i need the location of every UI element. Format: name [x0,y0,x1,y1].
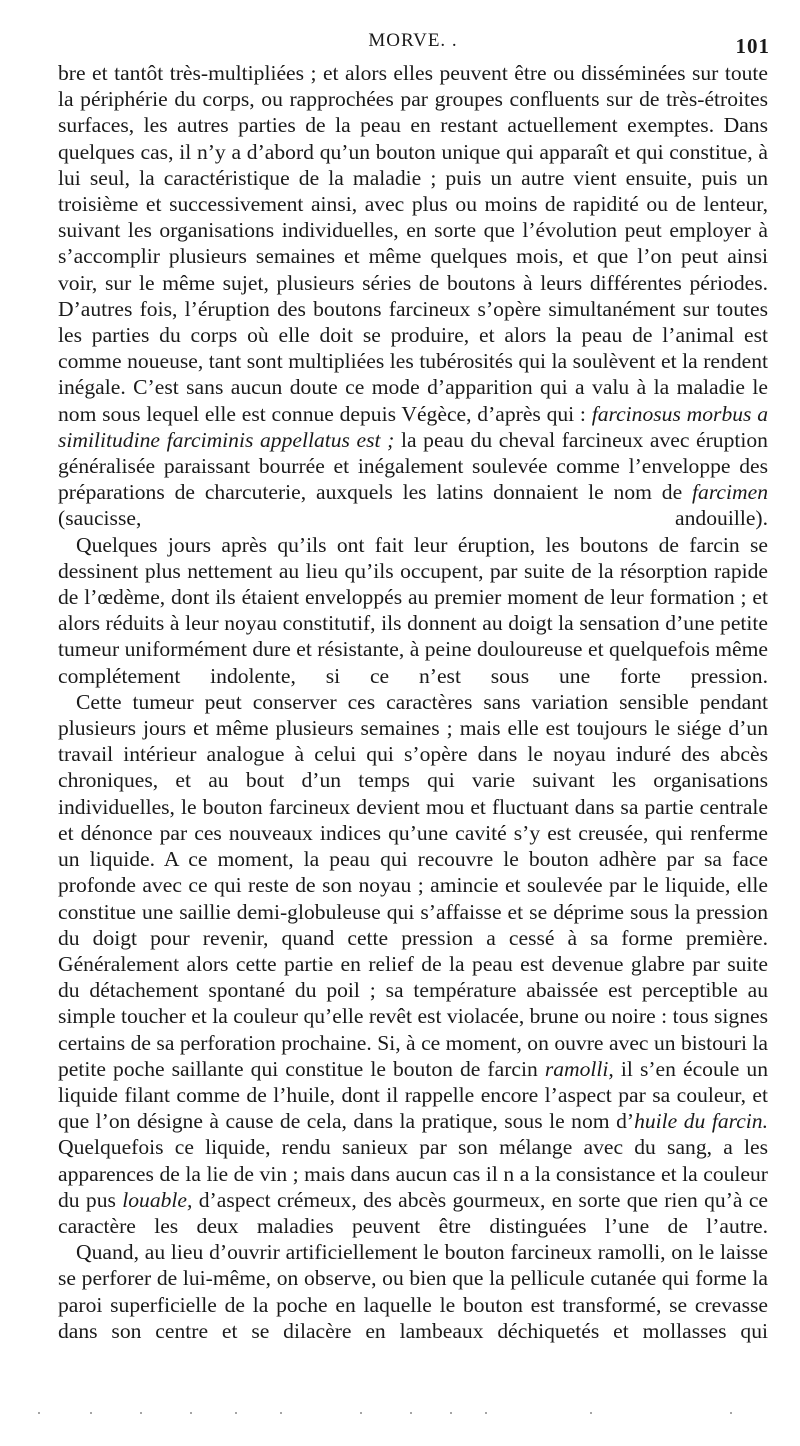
paragraph-2 [58,532,768,689]
speck [90,1412,92,1414]
speck [235,1412,237,1414]
running-title: MORVE. . [368,30,458,51]
text-run: Quelques jours après qu’ils ont fait leur éruption, les boutons de farcin se dessinent plus nettement au lieu qu’ils occupent, par suite de la résorption rapide de l’œdème, dont ils étaient enveloppés au premier moment de leur formation ; et alors réduits à leur noyau constitutif, ils donnent au doigt la sensation d’une petite tumeur uniformément dure et résistante, à peine douloureuse et quelquefois même complétement indolente, si ce n’est sous une forte pression. [58,532,768,688]
text-run: Quelquefois ce liquide, rendu sanieux par son mélange avec du sang, a les apparences de la lie de vin ; mais dans aucun cas il n a la consistance et la couleur du pus [58,1135,768,1212]
speck [280,1412,282,1414]
speck [730,1412,732,1414]
italic-text: farcinosus morbus a similitudine farciminis appellatus est ; [58,401,768,452]
speck [590,1412,592,1414]
speck [410,1412,412,1414]
speck [360,1412,362,1414]
paragraph-4 [58,1239,768,1344]
paragraph-3 [58,689,768,1239]
text-run: (saucisse, andouille). [58,506,768,531]
text-run: bre et tantôt très-multipliées ; et alors elles peuvent être ou disséminées sur toute la périphérie du corps, ou rapprochées par groupes confluents sur de très-étroites surfaces, les autres parties de la peau en restant actuellement exemptes. Dans quelques cas, il n’y a d’abord qu’un bouton unique qui apparaît et qui constitue, à lui seul, la caractéristique de la maladie ; puis un autre vient ensuite, puis un troisième et successivement ainsi, avec plus ou moins de rapidité ou de lenteur, suivant les organisations individuelles, en sorte que l’évolution peut employer à s’accomplir plusieurs semaines et même quelques mois, et que l’on peut ainsi voir, sur le même sujet, plusieurs séries de boutons à leurs différentes périodes. D’autres fois, l’éruption des boutons farcineux s’opère simultanément sur toutes les parties du corps où elle doit se produire, et alors la peau de l’animal est comme noueuse, tant sont multipliées les tubérosités qui la soulèvent et la rendent inégale. C’est sans aucun doute ce mode d’apparition qui a valu à la maladie le nom sous lequel elle est connue depuis Végèce, d’après qui : [58,61,768,426]
body-text [58,60,768,1344]
text-run: la peau du cheval farcineux avec éruption généralisée paraissant bourrée et inégalement soulevée comme l’enveloppe des préparations de charcuterie, auxquels les latins donnaient le nom de [58,427,768,505]
italic-text: huile du farcin. [634,1109,768,1134]
speck [190,1412,192,1414]
text-run: d’aspect crémeux, des abcès gourmeux, en sorte que rien qu’à ce caractère les deux maladies peuvent être distinguées l’une de l’autre. [58,1187,768,1238]
page-bottom-specks [30,1412,770,1420]
italic-text: farcimen [692,480,768,505]
running-head [58,30,768,60]
page-number: 101 [735,34,770,58]
speck [140,1412,142,1414]
text-run: Cette tumeur peut conserver ces caractères sans variation sensible pendant plusieurs jours et même plusieurs semaines ; mais elle est toujours le siége d’un travail intérieur analogue à celui qui s’opère dans le noyau induré des abcès chroniques, et au bout d’un temps qui varie suivant les organisations individuelles, le bouton farcineux devient mou et fluctuant dans sa partie centrale et dénonce par ces nouveaux indices qu’une cavité s’y est creusée, qui renferme un liquide. A ce moment, la peau qui recouvre le bouton adhère par sa face profonde avec ce qui reste de son noyau ; amincie et soulevée par le liquide, elle constitue une saillie demi-globuleuse qui s’affaisse et se déprime sous la pression du doigt pour revenir, quand cette pression a cessé à sa forme première. Généralement alors cette partie en relief de la peau est devenue glabre par suite du détachement spontané du poil ; sa température abaissée est perceptible au simple toucher et la couleur qu’elle revêt est violacée, brune ou noire : tous signes certains de sa perforation prochaine. Si, à ce moment, on ouvre avec un bistouri la petite poche saillante qui constitue le bouton de farcin [58,689,768,1081]
text-run: il s’en écoule un liquide filant comme de l’huile, dont il rappelle encore l’aspect par sa couleur, et que l’on désigne à cause de cela, dans la pratique, sous le nom d’ [58,1056,768,1134]
paragraph-1 [58,60,768,532]
text-run: Quand, au lieu d’ouvrir artificiellement le bouton farcineux ramolli, on le laisse se perforer de lui-même, on observe, ou bien que la pellicule cutanée qui forme la paroi superficielle de la poche en laquelle le bouton est transformé, se crevasse dans son centre et se dilacère en lambeaux déchiquetés et mollasses qui [58,1240,768,1343]
italic-text: louable, [122,1187,193,1212]
speck [450,1412,452,1414]
speck [485,1412,487,1414]
speck [38,1412,40,1414]
book-page [58,30,768,1344]
italic-text: ramolli, [544,1056,614,1081]
